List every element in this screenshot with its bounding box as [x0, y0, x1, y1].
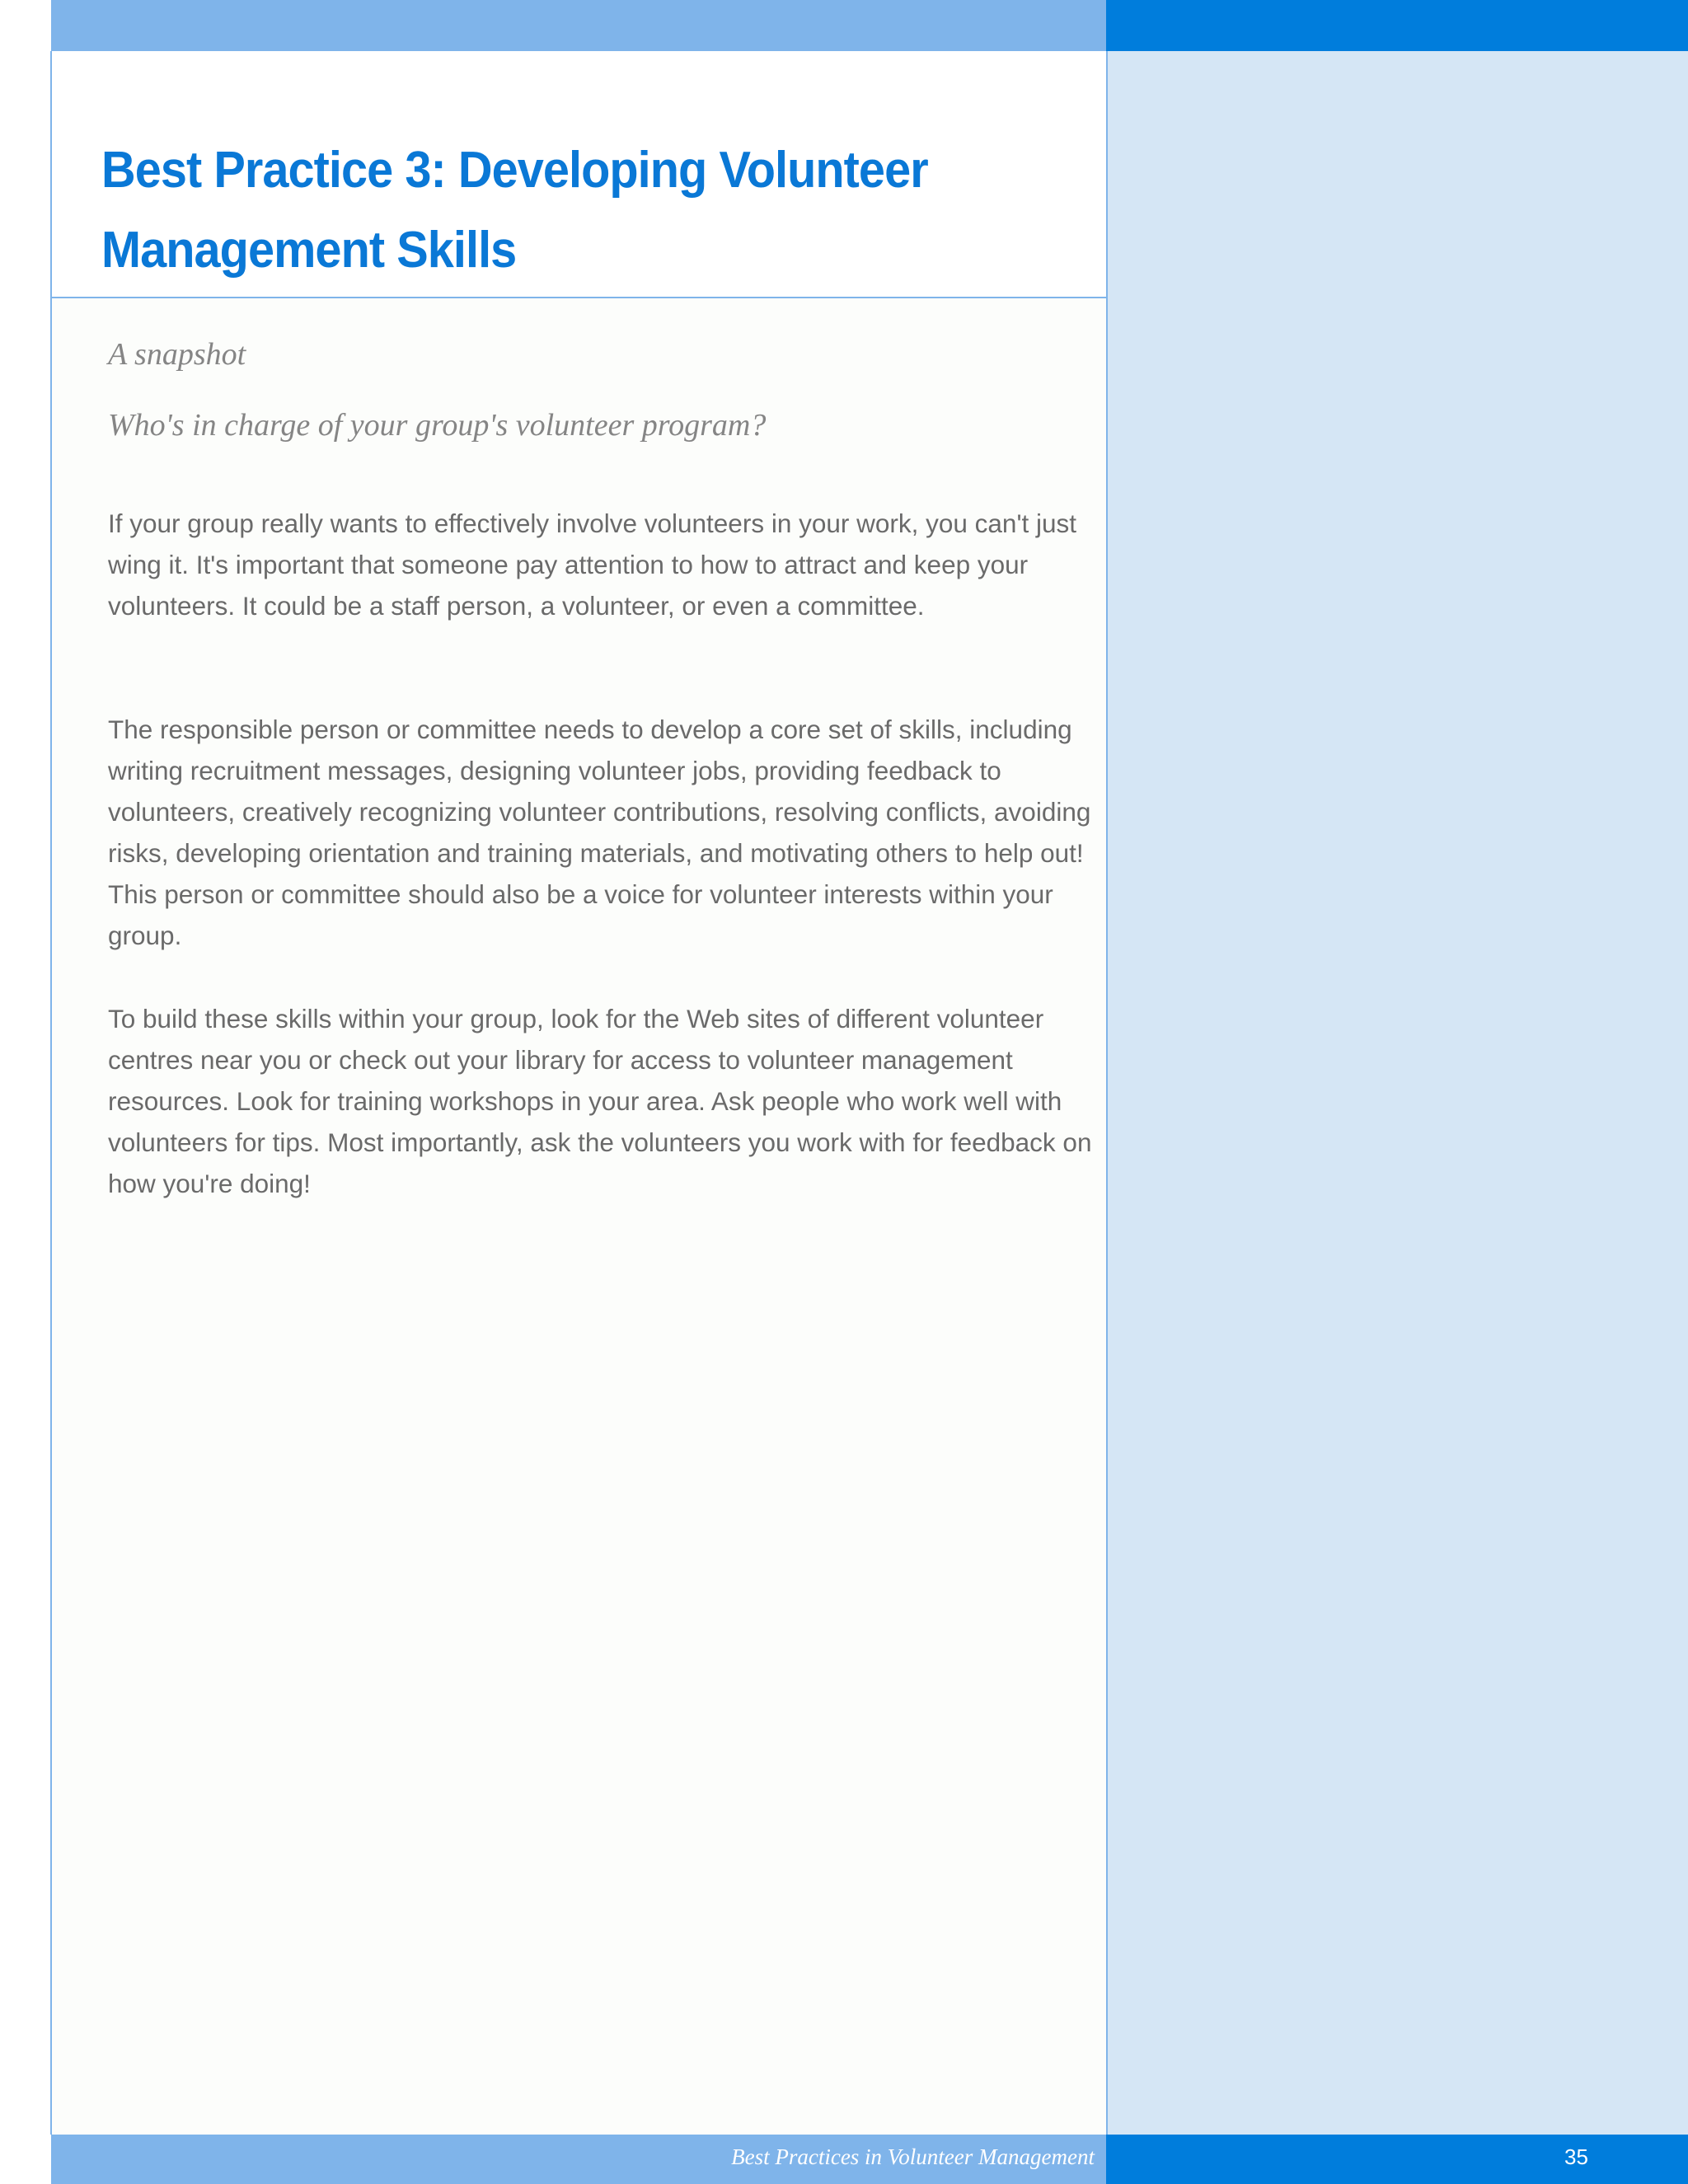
- page-number: 35: [1564, 2144, 1588, 2169]
- body-paragraph-2: The responsible person or committee needs to develop a core set of skills, including writing recruitment messages, designing volunteer jobs, providing feedback to volunteers, creatively recognizing volunteer contributions, resolving conflicts, avoiding risks, developing orientation and training materials, and motivating others to help out! This person or committee should also be a voice for volunteer interests within your group.: [108, 715, 1091, 950]
- body-paragraph-3: To build these skills within your group, look for the Web sites of different volunteer centres near you or check out your library for access to volunteer management resources. Look for training workshops in your area. Ask people who work well with volunteers for tips. Most importantly, ask the volunteers you work with for feedback on how you're doing!: [108, 1004, 1092, 1198]
- title-block: [52, 51, 1107, 298]
- main-content-panel: [50, 51, 1107, 2135]
- footer-band-left: [51, 2135, 1106, 2184]
- snapshot-subheading: A snapshot: [108, 337, 246, 372]
- footer-publication-title: Best Practices in Volunteer Management: [731, 2144, 1095, 2169]
- top-band-right: [1106, 0, 1688, 51]
- top-band-left: [51, 0, 1106, 51]
- page-title: Best Practice 3: Developing Volunteer Management Skills: [101, 142, 928, 279]
- footer-band-right: [1106, 2135, 1688, 2184]
- question-subheading: Who's in charge of your group's volunteer program?: [108, 408, 767, 443]
- sidebar-panel: [1106, 51, 1688, 2135]
- body-paragraph-1: If your group really wants to effectively involve volunteers in your work, you can't just wing it. It's important that someone pay attention to how to attract and keep your volunteers. It could be a staff person, a volunteer, or even a committee.: [108, 509, 1076, 621]
